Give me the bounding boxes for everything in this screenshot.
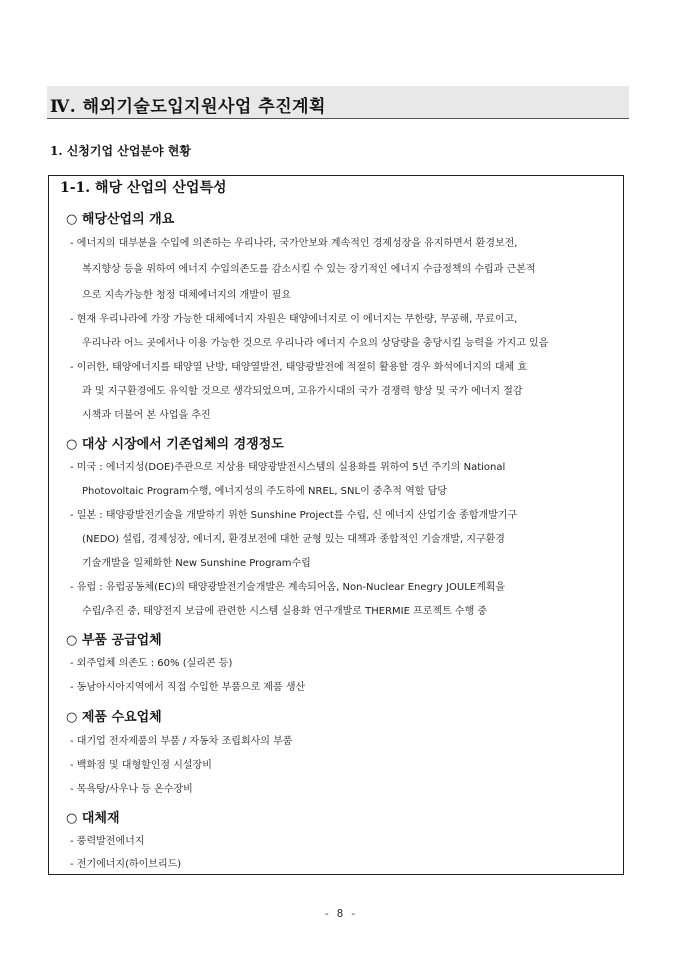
text-line: - 이러한, 태양에너지를 태양열 난방, 태양열발전, 태양광발전에 적절히 활용할 경우 화석에너지의 대체 효 [70, 362, 528, 373]
text-line: - 미국 : 에너지성(DOE)주관으로 지상용 태양광발전시스템의 실용화를 위하여 5년 주기의 National [70, 462, 506, 473]
text-line: - 대기업 전자제품의 부품 / 자동차 조립회사의 부품 [70, 736, 293, 747]
text-line: - 백화점 및 대형할인점 시설장비 [70, 760, 212, 771]
heading-parts-suppliers: ○ 부품 공급업체 [66, 633, 162, 648]
section-title: 1. 신청기업 산업분야 현황 [50, 144, 191, 158]
text-line: 으로 지속가능한 청정 대체에너지의 개발이 필요 [82, 290, 292, 301]
text-line: 우리나라 어느 곳에서나 이용 가능한 것으로 우리나라 에너지 수요의 상당량을 충당시킬 능력을 가지고 있음 [82, 338, 549, 349]
text-line: - 전기에너지(하이브리드) [70, 859, 182, 870]
page-number: - 8 - [323, 907, 357, 920]
text-line: - 동남아시아지역에서 직접 수입한 부품으로 제품 생산 [70, 682, 306, 693]
text-line: Photovoltaic Program수행, 에너지성의 주도하에 NREL, SNL이 중추적 역할 담당 [82, 486, 447, 497]
text-line: - 현재 우리나라에 가장 가능한 대체에너지 자원은 태양에너지로 이 에너지는 무한량, 무공해, 무료이고, [70, 314, 518, 325]
text-line: 기술개발을 일체화한 New Sunshine Program수립 [82, 558, 311, 569]
text-line: - 일본 : 태양광발전기술을 개발하기 위한 Sunshine Project를 수립, 신 에너지 산업기술 종합개발기구 [70, 510, 518, 521]
text-line: - 에너지의 대부분을 수입에 의존하는 우리나라, 국가안보와 계속적인 경제성장을 유지하면서 환경보전, [70, 238, 518, 249]
text-line: - 유럽 : 유럽공동체(EC)의 태양광발전기술개발은 계속되어옴, Non-Nuclear Enegry JOULE계획을 [70, 582, 506, 593]
heading-competition: ○ 대상 시장에서 기존업체의 경쟁정도 [66, 437, 284, 452]
heading-product-customers: ○ 제품 수요업체 [66, 710, 162, 725]
text-line: 수립/추진 중, 태양전지 보급에 관련한 시스템 실용화 연구개발로 THERMIE 프로젝트 수행 중 [82, 606, 488, 617]
heading-industry-overview: ○ 해당산업의 개요 [66, 212, 175, 227]
box-title: 1-1. 해당 산업의 산업특성 [60, 180, 227, 196]
heading-substitutes: ○ 대체재 [66, 811, 120, 826]
text-line: - 풍력발전에너지 [70, 836, 145, 847]
text-line: - 목욕탕/사우나 등 온수장비 [70, 784, 193, 795]
text-line: - 외주업체 의존도 : 60% (실리콘 등) [70, 658, 233, 669]
text-line: 시책과 더불어 본 사업을 추진 [82, 410, 211, 421]
chapter-title: Ⅳ. 해외기술도입지원사업 추진계획 [50, 97, 326, 117]
text-line: 복지향상 등을 위하여 에너지 수입의존도를 감소시킬 수 있는 장기적인 에너지 수급정책의 수립과 근본적 [82, 264, 536, 275]
text-line: (NEDO) 설립, 경제성장, 에너지, 환경보전에 대한 균형 있는 대책과 종합적인 기술개발, 지구환경 [82, 534, 505, 545]
text-line: 과 및 지구환경에도 유익할 것으로 생각되었으며, 고유가시대의 국가 경쟁력 향상 및 국가 에너지 절감 [82, 386, 523, 397]
